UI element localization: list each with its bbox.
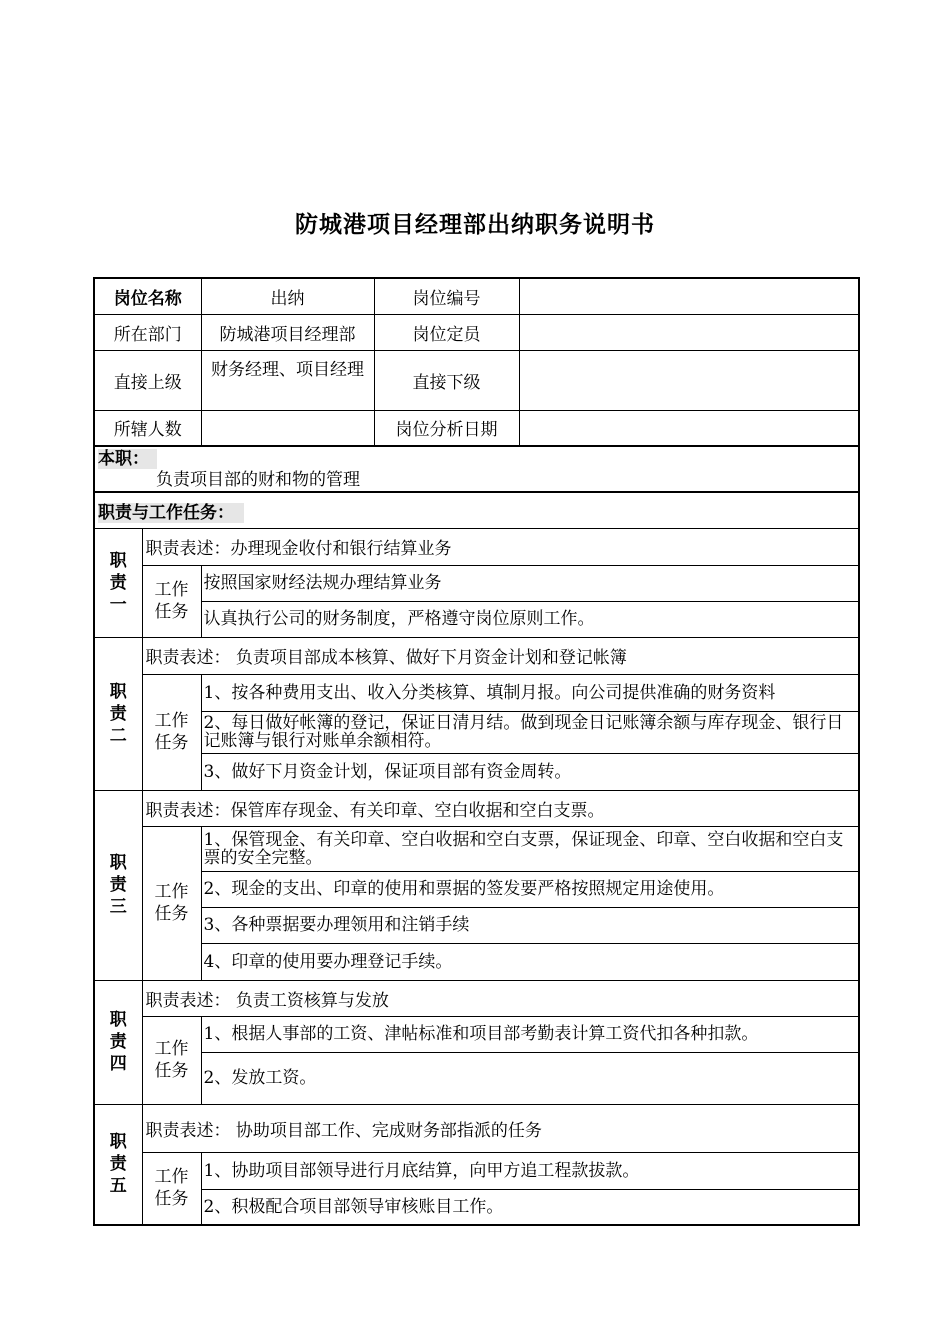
duty-5-task-2: 2、积极配合项目部领导审核账目工作。 bbox=[201, 1189, 859, 1225]
duty-4-work-label bbox=[142, 1016, 201, 1104]
work-label-text: 工作任务 bbox=[154, 711, 189, 753]
value-headcount bbox=[519, 314, 859, 350]
duty-2-task-3: 3、做好下月资金计划，保证项目部有资金周转。 bbox=[201, 753, 859, 790]
value-department: 防城港项目经理部 bbox=[201, 314, 374, 350]
value-direct-subordinate bbox=[519, 350, 859, 410]
duty-1-task-1: 按照国家财经法规办理结算业务 bbox=[201, 565, 859, 601]
section-duties-label: 职责与工作任务： bbox=[98, 503, 244, 523]
duty-3-task-1: 1、保管现金、有关印章、空白收据和空白支票，保证现金、印章、空白收据和空白支票的安全完整。 bbox=[201, 826, 859, 871]
main-duty-cell bbox=[94, 446, 859, 492]
work-label-text: 工作任务 bbox=[154, 1167, 189, 1210]
duty-5-task-1: 1、协助项目部领导进行月底结算，向甲方追工程款拔款。 bbox=[201, 1152, 859, 1189]
duty-5-name: 职责五 bbox=[109, 1132, 127, 1197]
duty-1-description: 职责表述：办理现金收付和银行结算业务 bbox=[142, 528, 859, 565]
duty-3-label bbox=[94, 790, 142, 980]
duty-5-description: 职责表述： 协助项目部工作、完成财务部指派的任务 bbox=[142, 1104, 859, 1152]
label-direct-superior: 直接上级 bbox=[94, 350, 201, 410]
main-duty-text: 负责项目部的财和物的管理 bbox=[156, 470, 360, 490]
label-position-name: 岗位名称 bbox=[94, 278, 201, 314]
duty-1-name: 职责一 bbox=[109, 550, 127, 615]
main-duty-label: 本职： bbox=[98, 449, 157, 469]
work-label-text: 工作任务 bbox=[154, 1039, 189, 1081]
duty-4-label bbox=[94, 980, 142, 1104]
work-label-text: 工作任务 bbox=[154, 882, 189, 924]
duty-2-label bbox=[94, 637, 142, 790]
label-direct-subordinate: 直接下级 bbox=[374, 350, 519, 410]
duty-1-work-label bbox=[142, 565, 201, 637]
duty-2-description: 职责表述： 负责项目部成本核算、做好下月资金计划和登记帐簿 bbox=[142, 637, 859, 674]
duty-5-label bbox=[94, 1104, 142, 1225]
document-title: 防城港项目经理部出纳职务说明书 bbox=[295, 211, 655, 238]
value-direct-superior: 财务经理、项目经理 bbox=[201, 350, 374, 410]
duty-5-work-label bbox=[142, 1152, 201, 1225]
duty-4-task-2: 2、发放工资。 bbox=[201, 1052, 859, 1104]
duty-2-work-label bbox=[142, 674, 201, 790]
duty-3-task-4: 4、印章的使用要办理登记手续。 bbox=[201, 943, 859, 980]
duty-1-task-2: 认真执行公司的财务制度，严格遵守岗位原则工作。 bbox=[201, 601, 859, 637]
label-staff-count: 所辖人数 bbox=[94, 410, 201, 446]
duty-3-task-3: 3、各种票据要办理领用和注销手续 bbox=[201, 907, 859, 943]
value-position-number bbox=[519, 278, 859, 314]
value-staff-count bbox=[201, 410, 374, 446]
label-headcount: 岗位定员 bbox=[374, 314, 519, 350]
duty-4-task-1: 1、根据人事部的工资、津帖标准和项目部考勤表计算工资代扣各种扣款。 bbox=[201, 1016, 859, 1052]
value-analysis-date bbox=[519, 410, 859, 446]
duty-4-description: 职责表述： 负责工资核算与发放 bbox=[142, 980, 859, 1016]
value-position-name: 出纳 bbox=[201, 278, 374, 314]
duty-1-label bbox=[94, 528, 142, 637]
section-duties-header bbox=[94, 492, 859, 528]
duty-3-work-label bbox=[142, 826, 201, 980]
label-analysis-date: 岗位分析日期 bbox=[374, 410, 519, 446]
duty-2-task-1: 1、按各种费用支出、收入分类核算、填制月报。向公司提供准确的财务资料 bbox=[201, 674, 859, 711]
label-department: 所在部门 bbox=[94, 314, 201, 350]
duty-3-description: 职责表述：保管库存现金、有关印章、空白收据和空白支票。 bbox=[142, 790, 859, 826]
duty-2-name: 职责二 bbox=[109, 681, 127, 746]
duty-4-name: 职责四 bbox=[109, 1010, 127, 1074]
work-label-text: 工作任务 bbox=[154, 580, 189, 622]
duty-2-task-2: 2、每日做好帐簿的登记，保证日清月结。做到现金日记账簿余额与库存现金、银行日记账簿与银行对账单余额相符。 bbox=[201, 711, 859, 753]
job-description-table bbox=[93, 277, 860, 1226]
duty-3-name: 职责三 bbox=[109, 853, 127, 917]
duty-3-task-2: 2、现金的支出、印章的使用和票据的签发要严格按照规定用途使用。 bbox=[201, 871, 859, 907]
label-position-number: 岗位编号 bbox=[374, 278, 519, 314]
